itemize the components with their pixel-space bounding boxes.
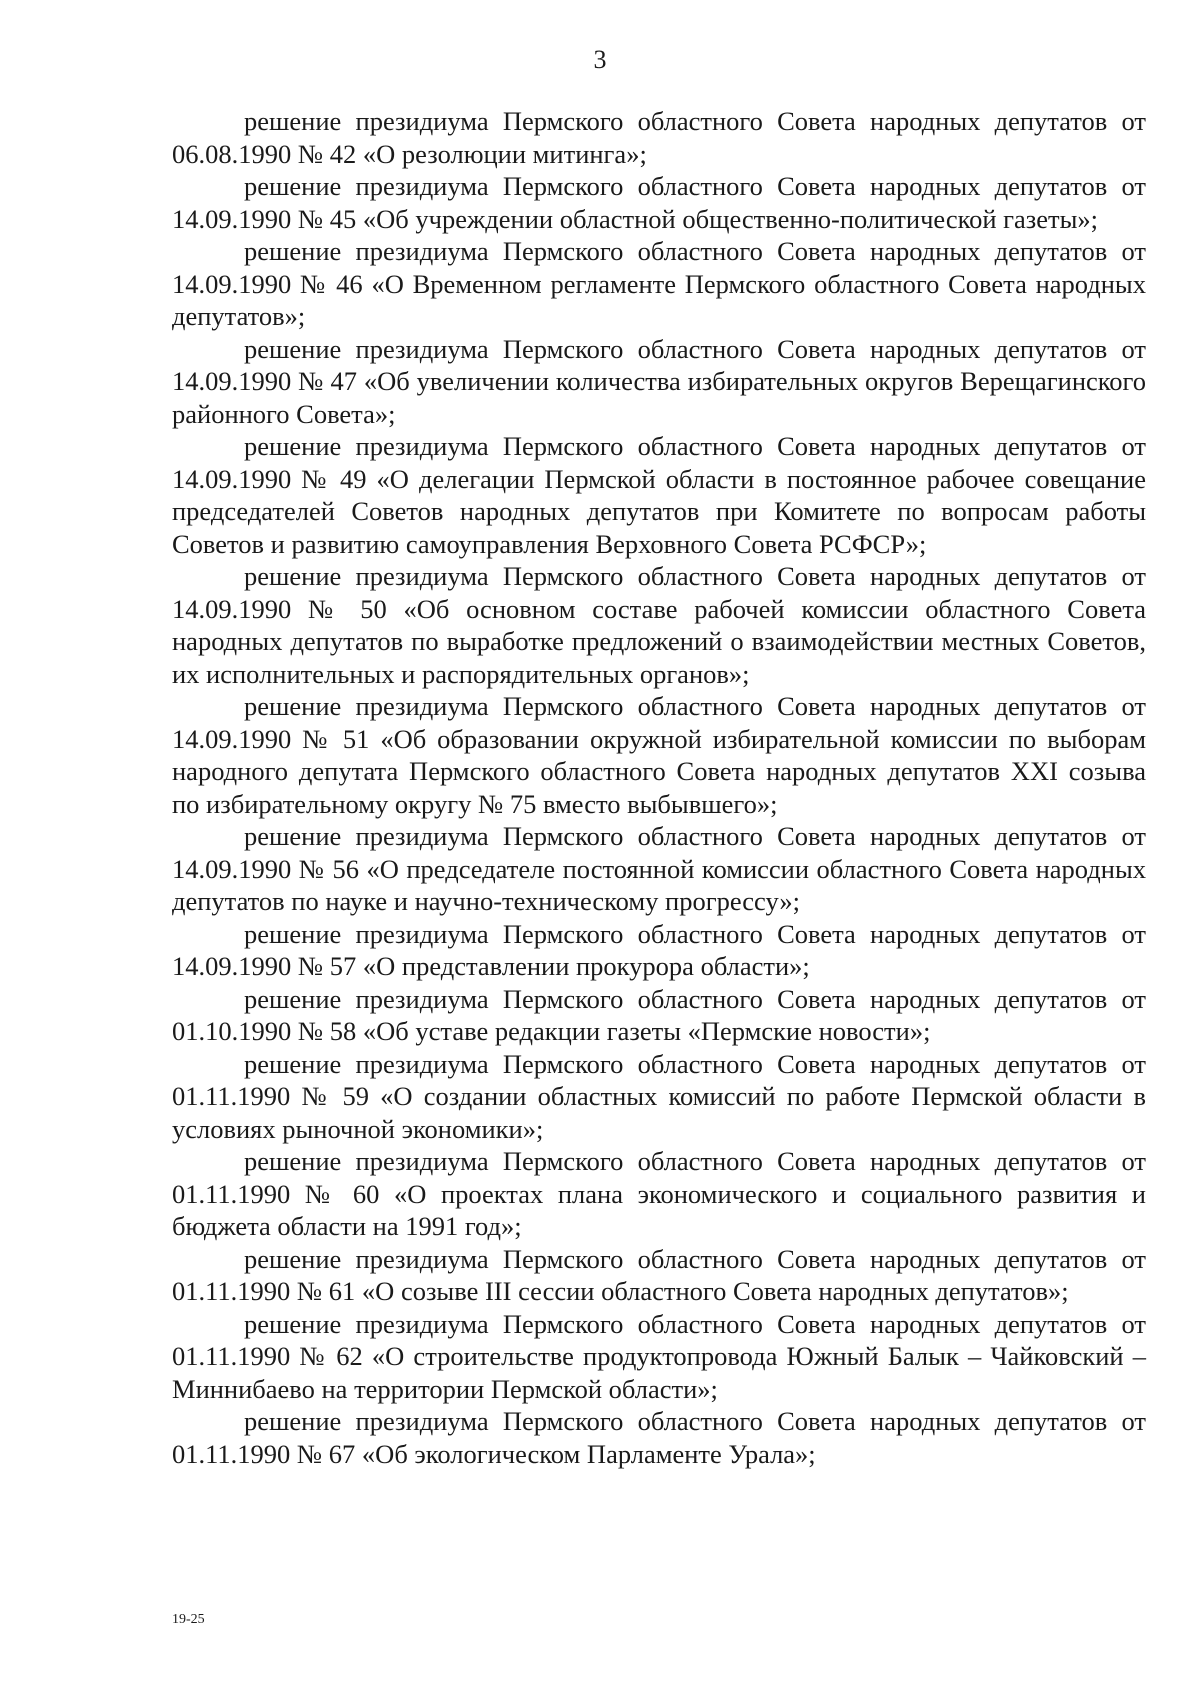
list-item: решение президиума Пермского областного Совета народных депутатов от 14.09.1990 № 57 «О представлении прокурора области»; <box>172 918 1146 981</box>
list-item: решение президиума Пермского областного Совета народных депутатов от 14.09.1990 № 50 «Об основном составе рабочей комиссии областного Совета народных депутатов по выработке предложений о взаимодействии местных Советов, их исполнительных и распорядительных органов»; <box>172 561 1146 689</box>
list-item: решение президиума Пермского областного Совета народных депутатов от 14.09.1990 № 51 «Об образовании окружной избирательной комиссии по выборам народного депутата Пермского областного Совета народных депутатов XXI созыва по избирательному округу № 75 вместо выбывшего»; <box>172 691 1146 819</box>
list-item: решение президиума Пермского областного Совета народных депутатов от 14.09.1990 № 45 «Об учреждении областной общественно-политической газеты»; <box>172 171 1146 234</box>
document-body <box>172 105 1146 1470</box>
list-item: решение президиума Пермского областного Совета народных депутатов от 01.11.1990 № 60 «О проектах плана экономического и социального развития и бюджета области на 1991 год»; <box>172 1146 1146 1241</box>
list-item: решение президиума Пермского областного Совета народных депутатов от 01.11.1990 № 61 «О созыве III сессии областного Совета народных депутатов»; <box>172 1243 1146 1306</box>
list-item: решение президиума Пермского областного Совета народных депутатов от 06.08.1990 № 42 «О резолюции митинга»; <box>172 106 1146 169</box>
list-item: решение президиума Пермского областного Совета народных депутатов от 01.11.1990 № 62 «О строительстве продуктопровода Южный Балык – Чайковский – Миннибаево на территории Пермской области»; <box>172 1308 1146 1404</box>
document-code: 19-25 <box>172 1612 205 1627</box>
list-item: решение президиума Пермского областного Совета народных депутатов от 14.09.1990 № 56 «О председателе постоянной комиссии областного Совета народных депутатов по науке и научно-техническому прогрессу»; <box>172 821 1146 916</box>
list-item: решение президиума Пермского областного Совета народных депутатов от 01.10.1990 № 58 «Об уставе редакции газеты «Пермские новости»; <box>172 983 1146 1046</box>
list-item: решение президиума Пермского областного Совета народных депутатов от 01.11.1990 № 67 «Об экологическом Парламенте Урала»; <box>172 1406 1146 1469</box>
list-item: решение президиума Пермского областного Совета народных депутатов от 01.11.1990 № 59 «О создании областных комиссий по работе Пермской области в условиях рыночной экономики»; <box>172 1048 1146 1144</box>
page-number: 3 <box>593 45 607 74</box>
list-item: решение президиума Пермского областного Совета народных депутатов от 14.09.1990 № 46 «О Временном регламенте Пермского областного Совета народных депутатов»; <box>172 236 1146 331</box>
list-item: решение президиума Пермского областного Совета народных депутатов от 14.09.1990 № 47 «Об увеличении количества избирательных округов Верещагинского районного Совета»; <box>172 333 1146 429</box>
list-item: решение президиума Пермского областного Совета народных депутатов от 14.09.1990 № 49 «О делегации Пермской области в постоянное рабочее совещание председателей Советов народных депутатов при Комитете по вопросам работы Советов и развитию самоуправления Верховного Совета РСФСР»; <box>172 431 1146 559</box>
